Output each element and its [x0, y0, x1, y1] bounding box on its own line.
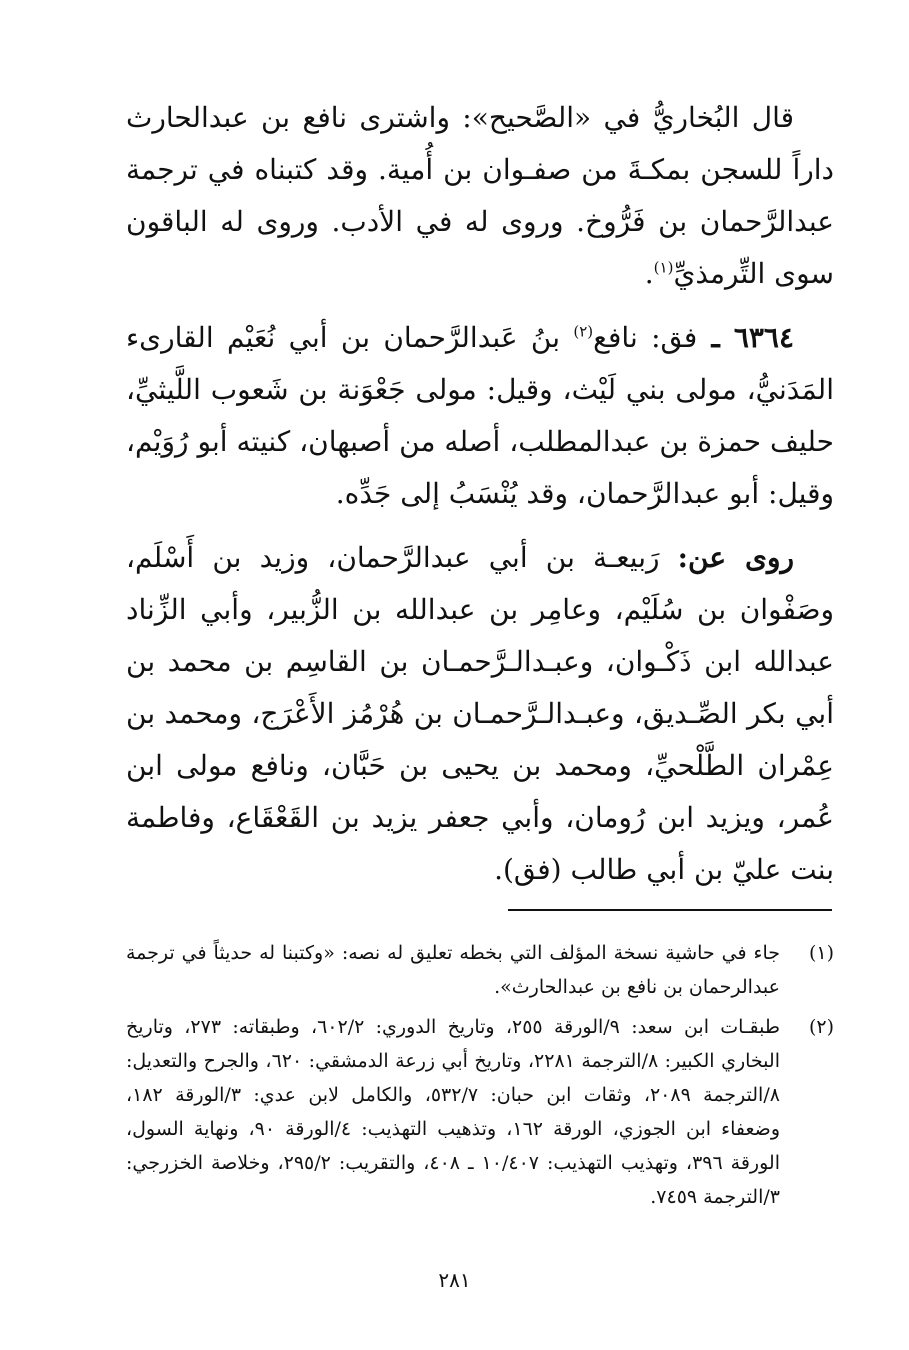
entry-head: فق: نافع [593, 321, 698, 354]
footnote-divider [508, 909, 832, 911]
footnote-text: جاء في حاشية نسخة المؤلف التي بخطه تعليق له نصه: «وكتبنا له حديثاً في ترجمة عبدالرحمان بن نافع بن عبدالحارث». [126, 942, 780, 998]
entry-dash: ـ [697, 321, 734, 354]
paragraph-bukhari-text: قال البُخاريُّ في «الصَّحيح»: واشترى نافع بن عبدالحارث داراً للسجن بمكـةَ من صفـوان بن أُمية. وقد كتبناه في ترجمة عبدالرَّحمان بن فَرُّوخ. وروى له في الأدب. وروى له الباقون سوى التِّرمذيِّ [126, 101, 834, 290]
footnotes [126, 936, 834, 1220]
footnote-1 [126, 936, 834, 1004]
footnote-2 [126, 1010, 834, 1214]
entry-number: ٦٣٦٤ [733, 321, 794, 354]
paragraph-bukhari [126, 92, 834, 300]
footnote-number: (٢) [808, 1016, 834, 1038]
entry-nafi [126, 312, 834, 520]
main-text [126, 92, 834, 908]
riwaya-label: روى عن: [677, 541, 794, 574]
footnote-ref-1[interactable]: (١) [653, 258, 674, 277]
riwaya-body: رَبيعـة بن أبي عبدالرَّحمان، وزيد بن أَسْلَم، وصَفْوان بن سُلَيْم، وعامِر بن عبدالله بن الزُّبير، وأبي الزِّناد عبدالله ابن ذَكْـوان، وعبـدالـرَّحمـان بن القاسِم بن محمد بن أبي بكر الصِّـديق، وعبـدالـرَّحمـان بن هُرْمُز الأَعْرَج، ومحمد بن عِمْران الطَّلْحيِّ، ومحمد بن يحيى بن حَبَّان، ونافع مولى ابن عُمر، ويزيد ابن رُومان، وأبي جعفر يزيد بن القَعْقَاع، وفاطمة بنت عليّ بن أبي طالب (فق). [126, 541, 834, 886]
page-number: ٢٨١ [438, 1268, 471, 1292]
footnote-number: (١) [808, 942, 834, 964]
paragraph-bukhari-end: . [644, 257, 654, 290]
entry-body: بنُ عَبدالرَّحمان بن أبي نُعَيْم القارىء المَدَنيُّ، مولى بني لَيْث، وقيل: مولى جَعْوَنة بن شَعوب اللَّيثيِّ، حليف حمزة بن عبدالمطلب، أصله من أصبهان، كنيته أبو رُوَيْم، وقيل: أبو عبدالرَّحمان، وقد يُنْسَبُ إلى جَدِّه. [126, 321, 834, 510]
footnote-text: طبقـات ابن سعد: ٩/الورقة ٢٥٥، وتاريخ الدوري: ٦٠٢/٢، وطبقاته: ٢٧٣، وتاريخ البخاري الكبير: ٨/الترجمة ٢٢٨١، وتاريخ أبي زرعة الدمشقي: ٦٢٠، والجرح والتعديل: ٨/الترجمة ٢٠٨٩، وثقات ابن حبان: ٥٣٢/٧، والكامل لابن عدي: ٣/الورقة ١٨٢، وضعفاء ابن الجوزي، الورقة ١٦٢، وتذهيب التهذيب: ٤/الورقة ٩٠، ونهاية السول، الورقة ٣٩٦، وتهذيب التهذيب: ١٠/٤٠٧ ـ ٤٠٨، والتقريب: ٢٩٥/٢، وخلاصة الخزرجي: ٣/الترجمة ٧٤٥٩. [126, 1016, 780, 1208]
riwaya-paragraph [126, 532, 834, 896]
footnote-ref-2[interactable]: (٢) [573, 322, 594, 341]
